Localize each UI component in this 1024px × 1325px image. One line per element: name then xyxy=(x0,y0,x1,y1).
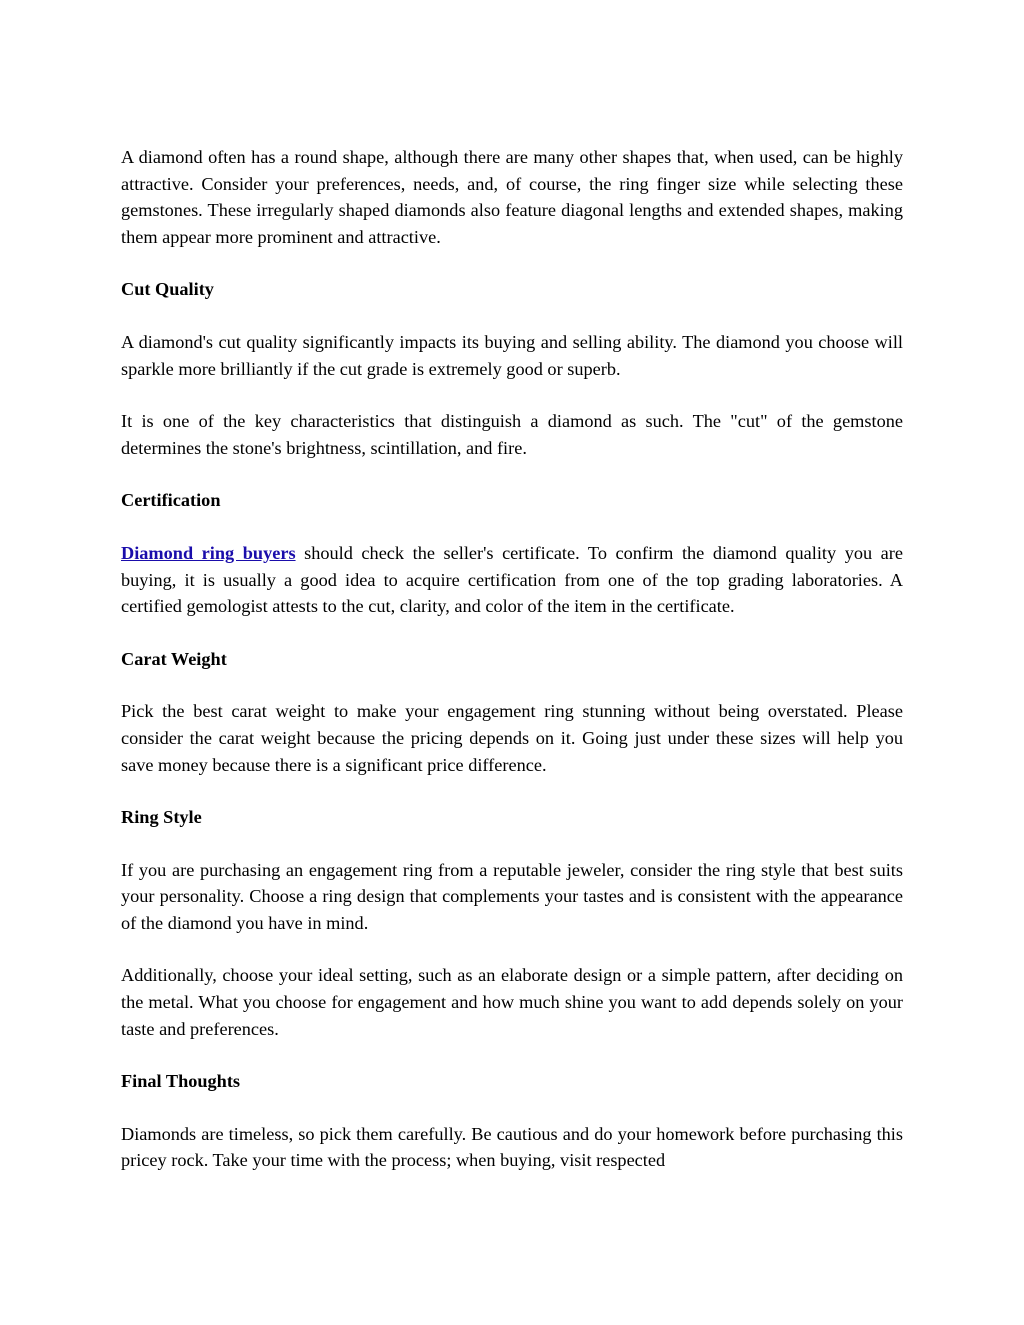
cut-quality-paragraph-2: It is one of the key characteristics that distinguish a diamond as such. The "cut" of the gemstone determines the stone's brightness, scintillation, and fire. xyxy=(121,411,903,458)
heading-final-thoughts: Final Thoughts xyxy=(121,1071,241,1092)
document-page xyxy=(121,144,903,1174)
cut-quality-paragraph-1: A diamond's cut quality significantly impacts its buying and selling ability. The diamond you choose will sparkle more brilliantly if the cut grade is extremely good or superb. xyxy=(121,331,903,379)
carat-weight-paragraph: Pick the best carat weight to make your engagement ring stunning without being overstated. Please consider the carat weight because the pricing depends on it. Going just under these sizes will help you save money because there is a significant price difference. xyxy=(121,701,903,775)
heading-carat-weight: Carat Weight xyxy=(121,648,227,669)
ring-style-paragraph-2: Additionally, choose your ideal setting, such as an elaborate design or a simple pattern, after deciding on the metal. What you choose for engagement and how much shine you want to add depends solely on your taste and preferences. xyxy=(121,965,903,1039)
ring-style-paragraph-1: If you are purchasing an engagement ring from a reputable jeweler, consider the ring style that best suits your personality. Choose a ring design that complements your tastes and is consistent with the appearance of the diamond you have in mind. xyxy=(121,859,903,933)
certification-paragraph xyxy=(121,540,903,620)
final-thoughts-paragraph: Diamonds are timeless, so pick them carefully. Be cautious and do your homework before purchasing this pricey rock. Take your time with the process; when buying, visit respected xyxy=(121,1123,903,1171)
heading-cut-quality: Cut Quality xyxy=(121,279,214,300)
heading-ring-style: Ring Style xyxy=(121,807,202,828)
diamond-ring-buyers-link[interactable]: Diamond ring buyers xyxy=(121,542,296,563)
intro-paragraph: A diamond often has a round shape, although there are many other shapes that, when used, can be highly attractive. Consider your preferences, needs, and, of course, the ring finger size while selecting these gemstones. These irregularly shaped diamonds also feature diagonal lengths and extended shapes, making them appear more prominent and attractive. xyxy=(121,147,903,247)
heading-certification: Certification xyxy=(121,490,221,511)
certification-paragraph-text: should check the seller's certificate. To confirm the diamond quality you are buying, it is usually a good idea to acquire certification from one of the top grading laboratories. A certified gemologist attests to the cut, clarity, and color of the item in the certificate. xyxy=(121,542,903,617)
